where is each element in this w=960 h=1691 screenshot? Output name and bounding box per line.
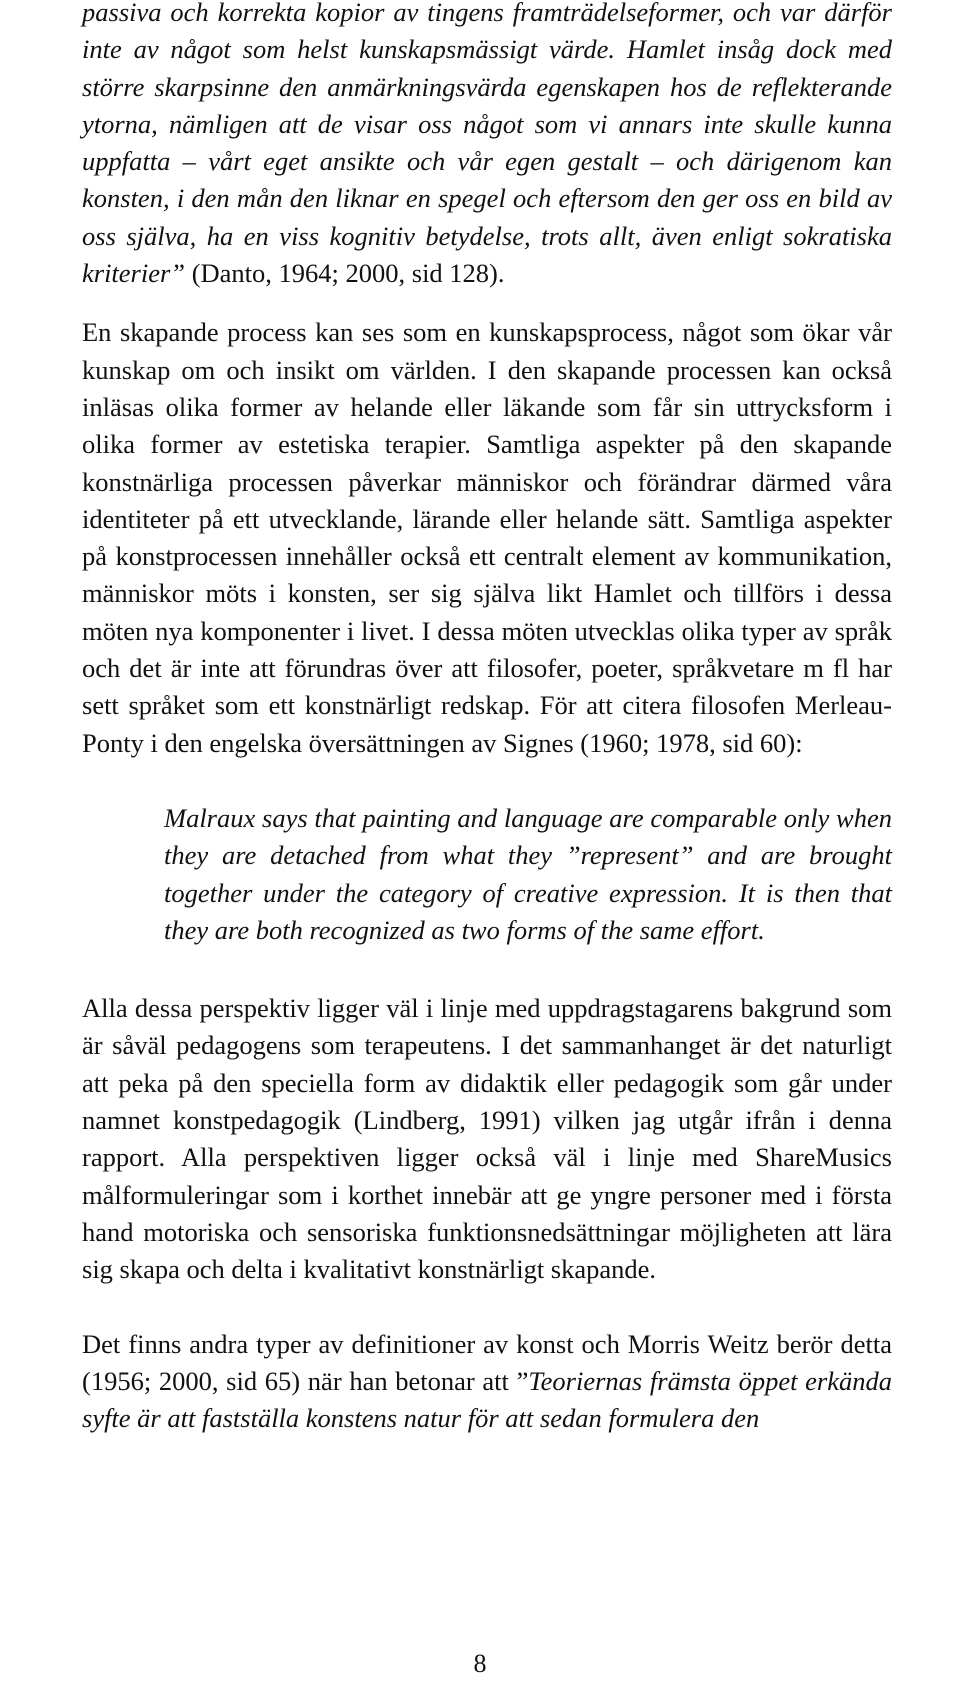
paragraph-creative-process: En skapande process kan ses som en kunskapsprocess, något som ökar vår kunskap om och insikt om världen. I den skapande processen kan också inläsas olika former av helande eller läkande som får sin uttrycksform i olika former av estetiska terapier. Samtliga aspekter på den skapande konstnärliga processen påverkar människor och förändrar därmed våra identiteter på ett utvecklande, lärande eller helande sätt. Samtliga aspekter på konstprocessen innehåller också ett centralt element av kommunikation, människor möts i konsten, ser sig själva likt Hamlet och tillförs i dessa möten nya komponenter i livet. I dessa möten utvecklas olika typer av språk och det är inte att förundras över att filosofer, poeter, språkvetare m fl har sett språket som ett konstnärligt redskap. För att citera filosofen Merleau-Ponty i den engelska översättningen av Signes (1960; 1978, sid 60):: [82, 317, 892, 758]
paragraph-perspectives: Alla dessa perspektiv ligger väl i linje med uppdragstagarens bakgrund som är såväl pedagogens som terapeutens. I det sammanhanget är det naturligt att peka på den speciella form av didaktik eller pedagogik som går under namnet konstpedagogik (Lindberg, 1991) vilken jag utgår ifrån i denna rapport. Alla perspektiven ligger också väl i linje med ShareMusics målformuleringar som i korthet innebär att ge yngre personer med i första hand motoriska och sensoriska funktionsnedsättningar möjligheten att lära sig skapa och delta i kvalitativt konstnärligt skapande.: [82, 993, 892, 1285]
continued-quote-paragraph: [82, 0, 892, 292]
danto-citation: (Danto, 1964; 2000, sid 128).: [185, 258, 505, 289]
page-number: 8: [473, 1649, 487, 1678]
weitz-intro-text: Det finns andra typer av definitioner av konst och Morris Weitz berör detta (1956; 2000, sid 65) när han betonar att ”: [82, 1328, 892, 1396]
merleau-ponty-blockquote: Malraux says that painting and language are comparable only when they are detached from what they ”represent” and are brought together under the category of creative expression. It is then that they are both recognized as two forms of the same effort.: [164, 802, 892, 945]
paragraph-definitions: [82, 1326, 892, 1438]
danto-quote-text: passiva och korrekta kopior av tingens framträdelseformer, och var därför inte av något som helst kunskapsmässigt värde. Hamlet insåg dock med större skarpsinne den anmärkningsvärda egenskapen hos de reflekterande ytorna, nämligen att de visar oss något som vi annars inte skulle kunna uppfatta – vårt eget ansikte och vår egen gestalt – och därigenom kan konsten, i den mån den liknar en spegel och eftersom den ger oss en bild av oss själva, ha en viss kognitiv betydelse, trots allt, även enligt sokratiska kriterier”: [82, 0, 892, 289]
weitz-quote-text: Teoriernas främsta öppet erkända syfte är att fastställa konstens natur för att sedan formulera den: [82, 1365, 892, 1434]
